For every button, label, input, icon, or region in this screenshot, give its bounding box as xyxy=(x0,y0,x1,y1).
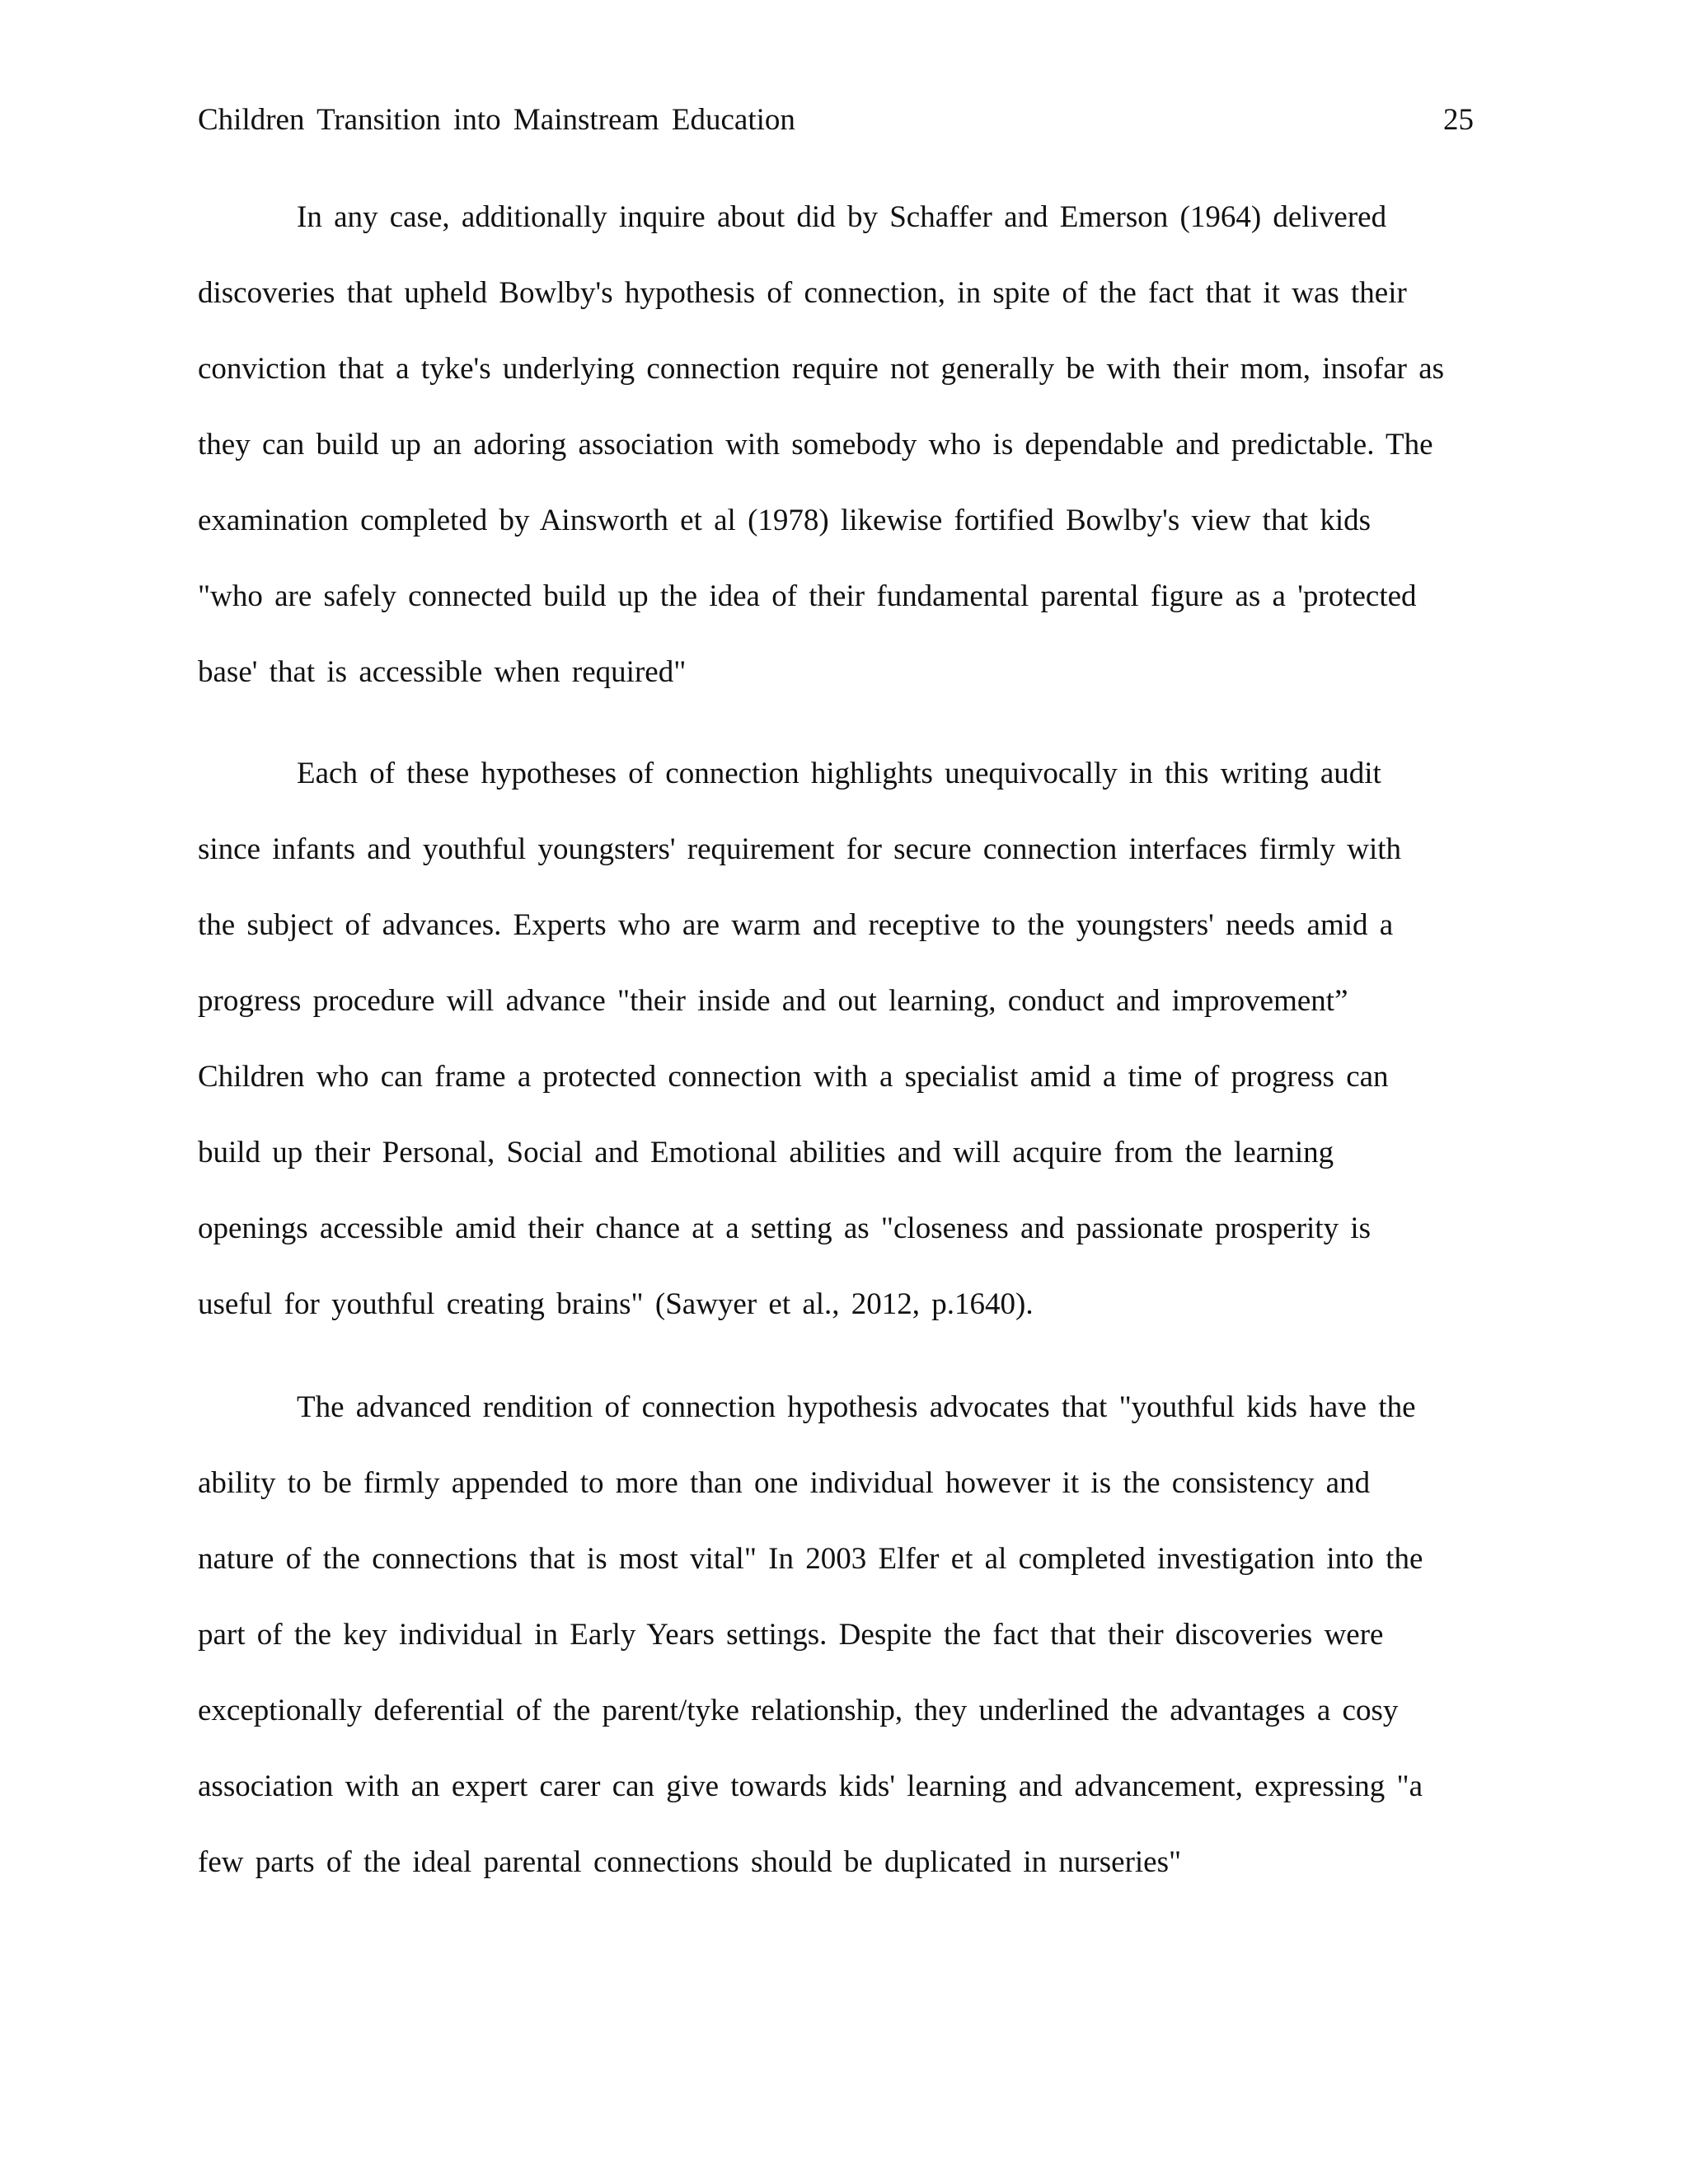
text-line: association with an expert carer can give towards kids' learning and advancement, expressing "a xyxy=(198,1769,1423,1803)
header-title: Children Transition into Mainstream Education xyxy=(198,103,795,137)
text-line: base' that is accessible when required" xyxy=(198,655,687,689)
text-line: the subject of advances. Experts who are warm and receptive to the youngsters' needs amid a xyxy=(198,908,1394,942)
text-line: since infants and youthful youngsters' requirement for secure connection interfaces firmly with xyxy=(198,832,1402,866)
paragraph-2 xyxy=(198,736,1492,1343)
text-line: discoveries that upheld Bowlby's hypothesis of connection, in spite of the fact that it was their xyxy=(198,276,1407,310)
text-line: progress procedure will advance "their inside and out learning, conduct and improvement” xyxy=(198,984,1348,1018)
text-line: useful for youthful creating brains" (Sawyer et al., 2012, p.1640). xyxy=(198,1287,1034,1321)
text-line: "who are safely connected build up the idea of their fundamental parental figure as a 'protected xyxy=(198,579,1417,613)
paragraph-3 xyxy=(198,1370,1492,1900)
text-line: The advanced rendition of connection hypothesis advocates that "youthful kids have the xyxy=(297,1390,1416,1424)
text-line: they can build up an adoring association with somebody who is dependable and predictable. The xyxy=(198,428,1433,462)
text-line: nature of the connections that is most vital" In 2003 Elfer et al completed investigation into the xyxy=(198,1542,1423,1576)
text-line: openings accessible amid their chance at a setting as "closeness and passionate prosperity is xyxy=(198,1212,1371,1245)
text-line: In any case, additionally inquire about did by Schaffer and Emerson (1964) delivered xyxy=(297,200,1387,234)
text-line: conviction that a tyke's underlying connection require not generally be with their mom, insofar as xyxy=(198,352,1445,386)
text-line: few parts of the ideal parental connections should be duplicated in nurseries" xyxy=(198,1845,1182,1879)
text-line: part of the key individual in Early Years settings. Despite the fact that their discoveries were xyxy=(198,1618,1384,1652)
text-line: examination completed by Ainsworth et al (1978) likewise fortified Bowlby's view that kids xyxy=(198,504,1372,537)
running-header xyxy=(198,96,1474,145)
page-number: 25 xyxy=(1443,103,1474,137)
paragraph-1 xyxy=(198,180,1492,710)
text-line: build up their Personal, Social and Emotional abilities and will acquire from the learning xyxy=(198,1136,1334,1169)
text-line: ability to be firmly appended to more than one individual however it is the consistency and xyxy=(198,1466,1371,1500)
text-line: Children who can frame a protected connection with a specialist amid a time of progress can xyxy=(198,1060,1389,1094)
text-line: Each of these hypotheses of connection highlights unequivocally in this writing audit xyxy=(297,757,1381,790)
text-line: exceptionally deferential of the parent/tyke relationship, they underlined the advantages a cosy xyxy=(198,1694,1399,1727)
